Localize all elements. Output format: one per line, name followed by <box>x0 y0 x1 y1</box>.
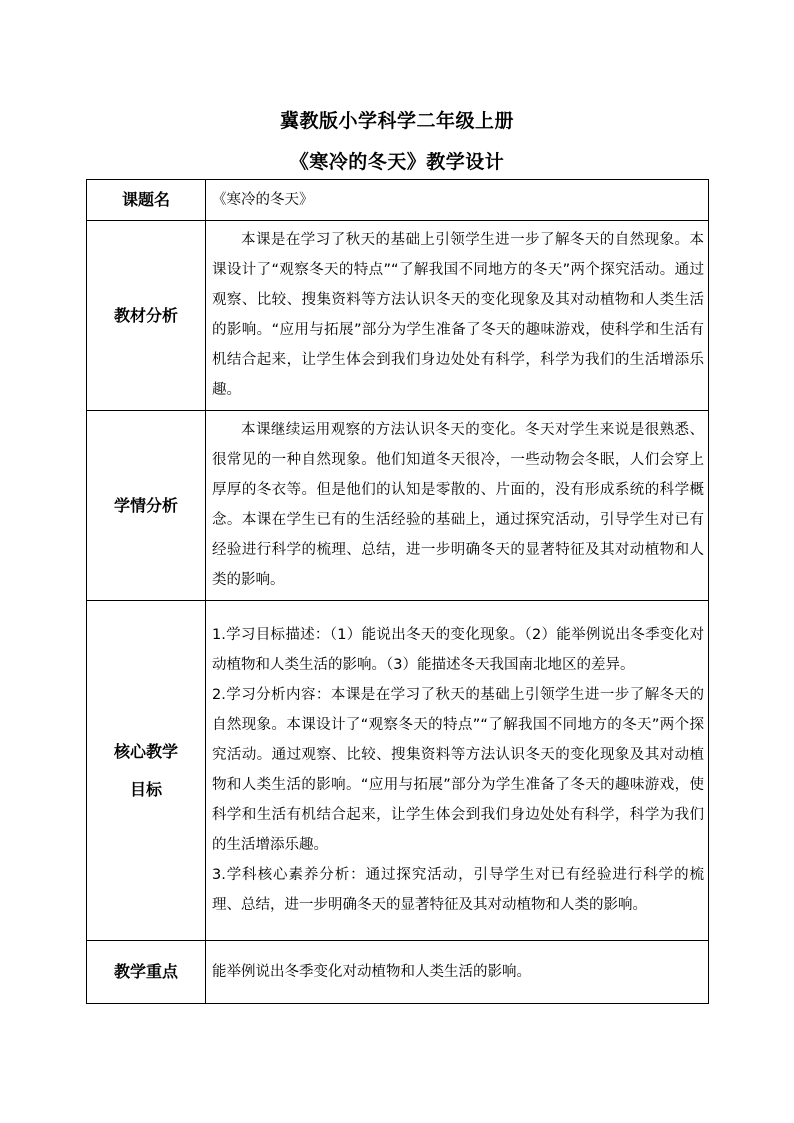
document-title-line2: 《寒冷的冬天》教学设计 <box>289 151 505 173</box>
table-row <box>87 411 709 601</box>
row-content-student-analysis: 本课继续运用观察的方法认识冬天的变化。冬天对学生来说是很熟悉、很常见的一种自然现象。他们知道冬天很冷，一些动物会冬眠，人们会穿上厚厚的冬衣等。但是他们的认知是零散的、片面的，没有形成系统的科学概念。本课在学生已有的生活经验的基础上，通过探究活动，引导学生对已有经验进行科学的梳理、总结，进一步明确冬天的显著特征及其对动植物和人类的影响。 <box>206 411 709 601</box>
table-row <box>87 601 709 941</box>
row-content-topic: 《寒冷的冬天》 <box>206 180 709 221</box>
objective-paragraph-3: 3.学科核心素养分析：通过探究活动，引导学生对已有经验进行科学的梳理、总结，进一步明确冬天的显著特征及其对动植物和人类的影响。 <box>212 867 704 913</box>
row-label-material-analysis: 教材分析 <box>87 221 206 411</box>
objective-paragraph-2: 2.学习分析内容：本课是在学习了秋天的基础上引领学生进一步了解冬天的自然现象。本课设计了“观察冬天的特点”“了解我国不同地方的冬天”两个探究活动。通过观察、比较、搜集资料等方法认识冬天的变化现象及其对动植物和人类生活的影响。“应用与拓展”部分为学生准备了冬天的趣味游戏，使科学和生活有机结合起来，让学生体会到我们身边处处有科学，科学为我们的生活增添乐趣。 <box>212 687 704 853</box>
lesson-plan-table <box>86 179 709 1004</box>
row-label-key-points: 教学重点 <box>87 941 206 1004</box>
row-content-key-points: 能举例说出冬季变化对动植物和人类生活的影响。 <box>206 941 709 1004</box>
row-label-core-objectives-line2: 目标 <box>129 779 162 799</box>
row-content-core-objectives <box>206 601 709 941</box>
row-content-material-analysis: 本课是在学习了秋天的基础上引领学生进一步了解冬天的自然现象。本课设计了“观察冬天的特点”“了解我国不同地方的冬天”两个探究活动。通过观察、比较、搜集资料等方法认识冬天的变化现象及其对动植物和人类生活的影响。“应用与拓展”部分为学生准备了冬天的趣味游戏，使科学和生活有机结合起来，让学生体会到我们身边处处有科学，科学为我们的生活增添乐趣。 <box>206 221 709 411</box>
objective-paragraph-1: 1.学习目标描述：（1）能说出冬天的变化现象。（2）能举例说出冬季变化对动植物和人类生活的影响。（3）能描述冬天我国南北地区的差异。 <box>212 627 704 673</box>
table-row <box>87 180 709 221</box>
row-label-student-analysis: 学情分析 <box>87 411 206 601</box>
row-label-topic: 课题名 <box>87 180 206 221</box>
document-title-line1: 冀教版小学科学二年级上册 <box>279 110 514 132</box>
row-label-core-objectives <box>87 601 206 941</box>
row-label-core-objectives-line1: 核心教学 <box>113 741 178 761</box>
table-row <box>87 221 709 411</box>
table-row <box>87 941 709 1004</box>
